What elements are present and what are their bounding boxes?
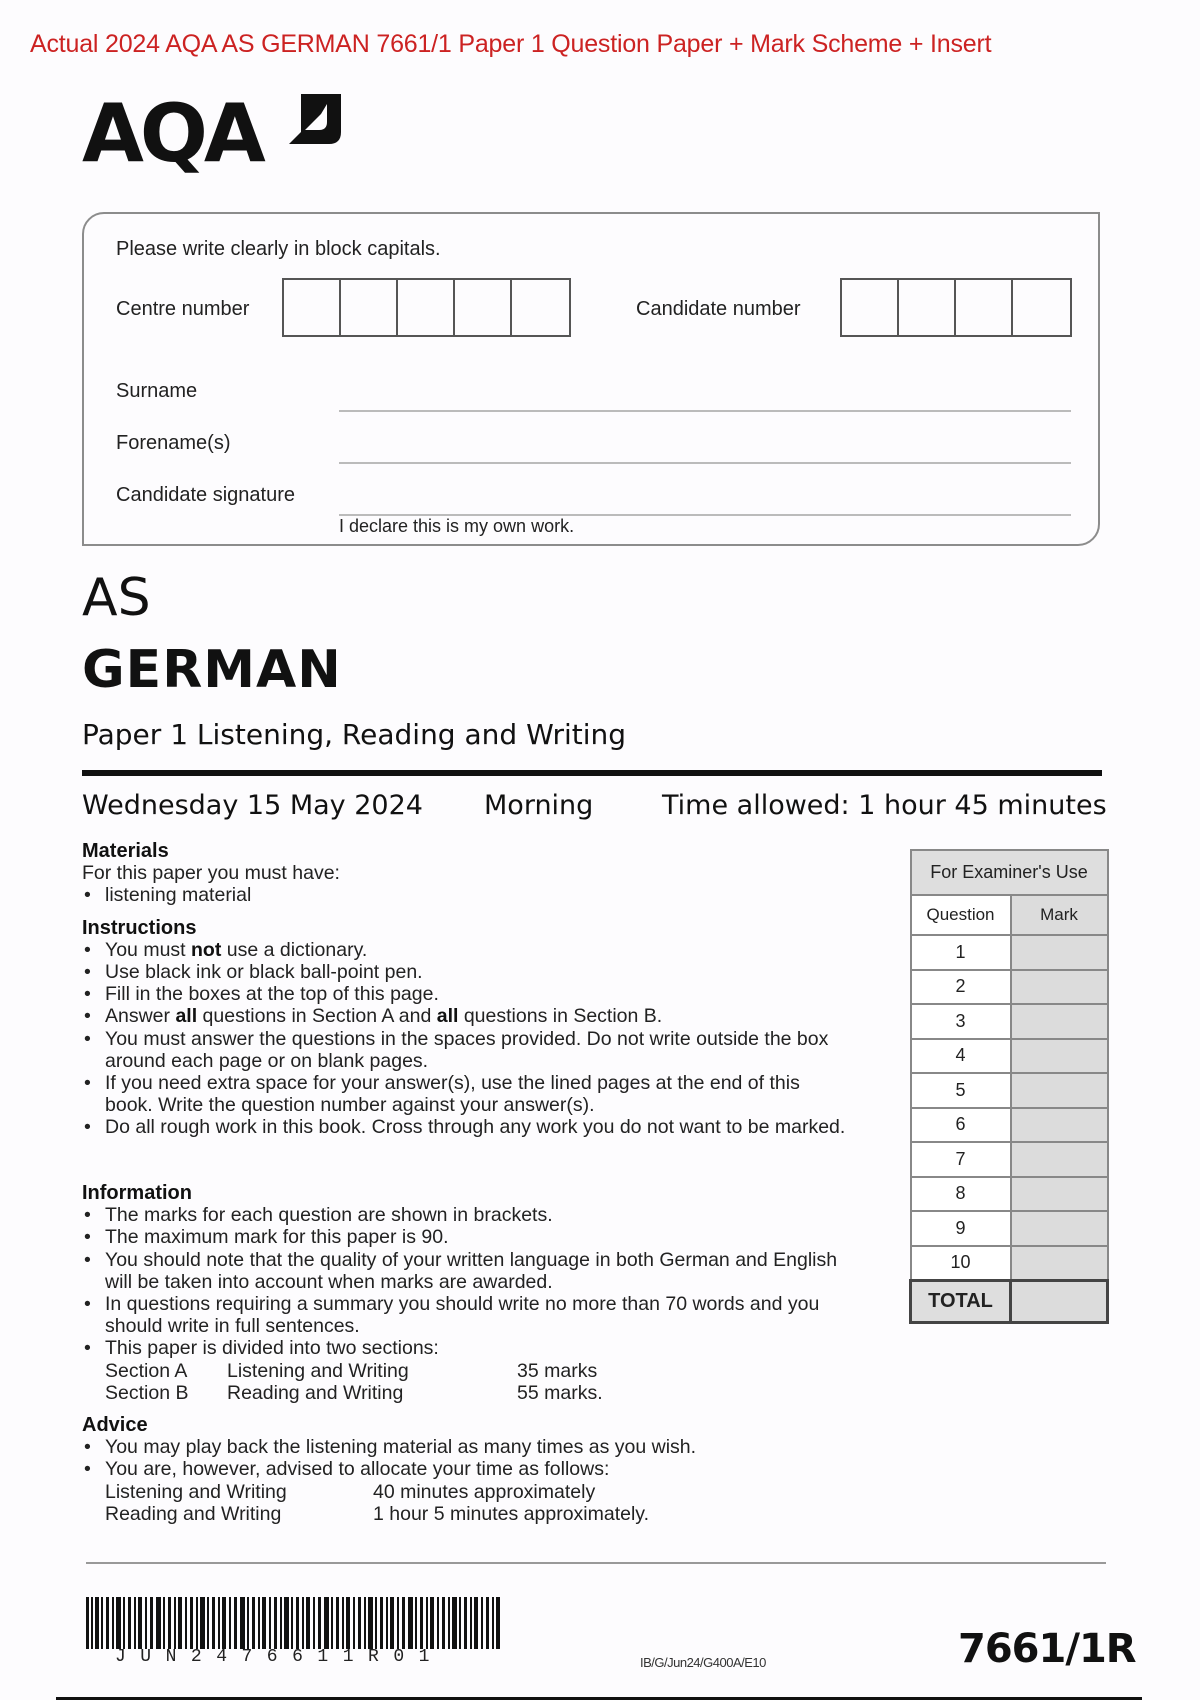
information-section [82,1182,852,1525]
section-marks: 55 marks. [517,1381,603,1404]
mark-cell [1011,1039,1108,1074]
subject-title: GERMAN [82,640,342,700]
time-allocation-row [82,1481,852,1503]
candidate-number-digit-box[interactable] [956,280,1013,335]
table-row [911,1039,1108,1074]
table-row [911,935,1108,970]
examiner-table-title: For Examiner's Use [911,850,1108,895]
instruction-emphasis: all [175,1005,198,1028]
question-number: 10 [911,1246,1011,1281]
exam-session: Morning [484,790,594,821]
footer-divider [86,1562,1106,1564]
paper-title: Paper 1 Listening, Reading and Writing [82,718,627,751]
materials-heading: Materials [82,840,169,862]
information-item: • You should note that the quality of your written language in both German and English will be taken into account when marks are awarded. [82,1249,852,1293]
section-name: Section A [105,1359,188,1382]
table-row [911,1142,1108,1177]
paper-code: 7661/1R [958,1626,1136,1672]
instruction-text: use a dictionary. [221,938,368,961]
table-row [911,1211,1108,1246]
section-b-row [82,1382,852,1404]
instructions-heading: Instructions [82,916,197,939]
declaration-text: I declare this is my own work. [339,516,575,536]
centre-number-label: Centre number [116,298,250,320]
mark-cell [1011,1073,1108,1108]
instruction-text: questions in Section A and [197,1005,437,1028]
candidate-number-digit-box[interactable] [842,280,899,335]
allocation-time: 1 hour 5 minutes approximately. [373,1502,650,1525]
advice-heading: Advice [82,1414,148,1437]
centre-number-digit-box[interactable] [398,280,455,335]
section-marks: 35 marks [517,1359,598,1382]
information-item: • In questions requiring a summary you should write no more than 70 words and you should write in full sentences. [82,1293,852,1337]
forenames-label: Forename(s) [116,432,231,454]
instructions-list [82,939,852,1139]
allocation-part: Reading and Writing [105,1502,282,1525]
instruction-emphasis: all [436,1005,459,1028]
centre-number-digit-box[interactable] [341,280,398,335]
candidate-details-box [82,212,1100,546]
candidate-number-label: Candidate number [636,298,801,320]
information-list [82,1204,852,1359]
mark-cell [1011,1142,1108,1177]
table-row [911,1004,1108,1039]
question-number: 6 [911,1108,1011,1143]
question-number: 8 [911,1177,1011,1212]
information-item: • The maximum mark for this paper is 90. [82,1226,852,1248]
information-item: • This paper is divided into two sections: [82,1337,852,1359]
mark-cell [1011,935,1108,970]
instruction-item: • Fill in the boxes at the top of this page. [82,983,852,1005]
time-allowed: Time allowed: 1 hour 45 minutes [662,790,1107,821]
advice-item: • You are, however, advised to allocate your time as follows: [82,1458,852,1480]
title-divider [82,770,1102,776]
candidate-number-digit-box[interactable] [1013,280,1070,335]
information-item: • The marks for each question are shown in brackets. [82,1204,852,1226]
question-number: 1 [911,935,1011,970]
exam-date: Wednesday 15 May 2024 [82,790,423,821]
materials-item: • listening material [82,884,852,906]
centre-number-digit-box[interactable] [512,280,569,335]
instruction-item: • Use black ink or black ball-point pen. [82,961,852,983]
mark-cell [1011,1004,1108,1039]
total-row [911,1280,1108,1322]
instruction-text: You must [105,938,191,961]
allocation-part: Listening and Writing [105,1480,287,1503]
instruction-item: • You must answer the questions in the spaces provided. Do not write outside the box around each page or on blank pages. [82,1028,852,1072]
mark-cell [1011,1177,1108,1212]
barcode-icon [86,1597,502,1649]
barcode-text: JUN2476611R01 [115,1647,444,1667]
materials-intro: For this paper you must have: [82,862,340,885]
advice-list [82,1436,852,1480]
information-heading: Information [82,1182,192,1204]
centre-number-field[interactable] [282,278,571,337]
logo-text: AQA [82,87,262,180]
centre-number-digit-box[interactable] [284,280,341,335]
time-allocation-row [82,1503,852,1525]
mark-cell [1011,1246,1108,1281]
table-row [911,970,1108,1005]
document-banner-title: Actual 2024 AQA AS GERMAN 7661/1 Paper 1 Question Paper + Mark Scheme + Insert [30,30,992,58]
mark-cell [1011,970,1108,1005]
instruction-item: • Do all rough work in this book. Cross through any work you do not want to be marked. [82,1116,852,1138]
question-number: 9 [911,1211,1011,1246]
question-number: 5 [911,1073,1011,1108]
question-column-header: Question [911,895,1011,935]
materials-section [82,840,852,1139]
surname-input-line[interactable] [339,410,1071,412]
section-a-row [82,1360,852,1382]
aqa-leaf-logo-icon [287,92,343,148]
aqa-logo [82,88,352,188]
instruction-item: • If you need extra space for your answer(s), use the lined pages at the end of this book. Write the question number against your answer(s). [82,1072,852,1116]
table-row [911,1246,1108,1281]
centre-number-digit-box[interactable] [455,280,512,335]
instruction-text: questions in Section B. [458,1005,663,1028]
section-title: Listening and Writing [227,1359,409,1382]
allocation-time: 40 minutes approximately [373,1480,596,1503]
table-row [911,1108,1108,1143]
block-capitals-note: Please write clearly in block capitals. [116,238,441,260]
question-number: 3 [911,1004,1011,1039]
mark-cell [1011,1211,1108,1246]
paper-reference: IB/G/Jun24/G400A/E10 [640,1655,766,1670]
candidate-signature-label: Candidate signature [116,484,296,506]
advice-item: • You may play back the listening material as many times as you wish. [82,1436,852,1458]
forenames-input-line[interactable] [339,462,1071,464]
mark-column-header: Mark [1011,895,1108,935]
instruction-item [82,1005,852,1027]
instruction-item [82,939,852,961]
question-number: 7 [911,1142,1011,1177]
question-number: 4 [911,1039,1011,1074]
candidate-number-digit-box[interactable] [899,280,956,335]
surname-label: Surname [116,380,198,402]
table-row [911,1073,1108,1108]
instruction-text: Answer [105,1005,176,1028]
mark-cell [1011,1108,1108,1143]
qualification-level: AS [82,568,151,628]
total-mark-cell [1011,1280,1108,1322]
instruction-emphasis: not [191,938,222,961]
examiner-use-table [909,849,1109,1324]
section-name: Section B [105,1381,189,1404]
section-title: Reading and Writing [227,1381,404,1404]
question-number: 2 [911,970,1011,1005]
table-row [911,1177,1108,1212]
total-label: TOTAL [911,1280,1011,1322]
candidate-number-field[interactable] [840,278,1072,337]
